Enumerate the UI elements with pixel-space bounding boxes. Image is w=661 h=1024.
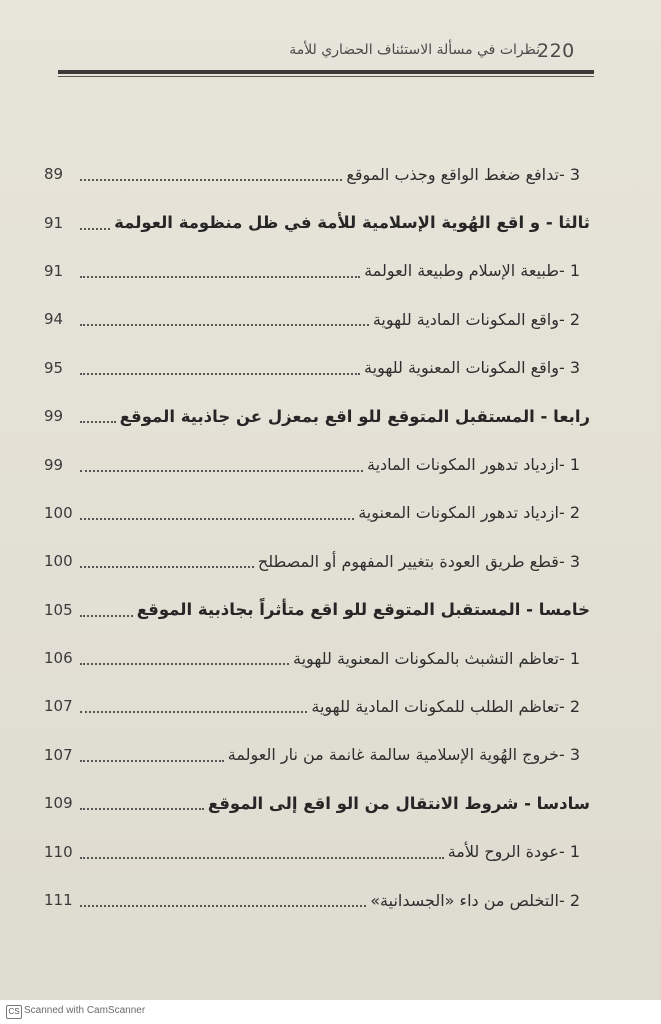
toc-page-number: 99	[44, 407, 64, 426]
toc-section-entry	[44, 198, 590, 246]
dot-leader	[80, 599, 133, 617]
dot-leader	[80, 357, 360, 375]
toc-entry	[44, 682, 590, 730]
toc-entry	[44, 344, 590, 392]
toc-page-number: 94	[44, 310, 64, 329]
dot-leader	[80, 841, 444, 859]
toc-page-number: 95	[44, 358, 64, 377]
toc-entry	[44, 827, 590, 875]
dot-leader	[80, 744, 224, 762]
toc-page-number: 91	[44, 261, 64, 280]
toc-entry	[44, 489, 590, 537]
toc-section-entry	[44, 779, 590, 827]
toc-page-number: 99	[44, 455, 64, 474]
toc-title: 3 -خروج الهُوية الإسلامية سالمة غانمة من نار العولمة	[227, 745, 580, 765]
toc-title: 1 -ازدياد تدهور المكونات المادية	[367, 455, 580, 475]
scanner-watermark: Scanned with CamScanner	[24, 1005, 146, 1016]
toc-page-number: 110	[44, 842, 73, 861]
toc-page-number: 89	[44, 165, 64, 184]
toc-title: 2 -واقع المكونات المادية للهوية	[372, 309, 580, 329]
toc-section-entry	[44, 392, 590, 440]
toc-title: سادسا - شروط الانتقال من الو اقع إلى الموقع	[207, 793, 590, 813]
toc-title: 3 -تدافع ضغط الواقع وجذب الموقع	[346, 164, 580, 184]
toc-page-number: 107	[44, 697, 73, 716]
header-rule	[58, 70, 594, 74]
running-title: نظرات في مسألة الاستئناف الحضاري للأمة	[289, 42, 540, 58]
toc-page-number: 107	[44, 745, 73, 764]
toc-title: 2 -تعاظم الطلب للمكونات المادية للهوية	[311, 696, 580, 716]
dot-leader	[80, 454, 363, 472]
toc-page-number: 100	[44, 503, 73, 522]
toc-page-number: 100	[44, 552, 73, 571]
dot-leader	[80, 405, 116, 423]
scanner-footer	[0, 1000, 661, 1024]
dot-leader	[80, 550, 254, 568]
toc-title: 2 -التخلص من داء «الجسدانية»	[370, 890, 580, 910]
toc-entry	[44, 731, 590, 779]
toc-page-number: 111	[44, 891, 73, 910]
toc-title: رابعا - المستقبل المتوقع للو اقع بمعزل عن جاذبية الموقع	[119, 406, 590, 426]
toc-title: 2 -ازدياد تدهور المكونات المعنوية	[358, 503, 580, 523]
dot-leader	[80, 695, 307, 713]
toc-title: 1 -تعاظم التشبث بالمكونات المعنوية للهوية	[293, 648, 580, 668]
toc-section-entry	[44, 586, 590, 634]
toc-entry	[44, 247, 590, 295]
dot-leader	[80, 163, 342, 181]
header-rule-thin	[58, 76, 594, 77]
toc-title: 1 -طبيعة الإسلام وطبيعة العولمة	[364, 261, 580, 281]
table-of-contents	[44, 150, 590, 924]
dot-leader	[80, 647, 289, 665]
toc-title: 3 -قطع طريق العودة بتغيير المفهوم أو المصطلح	[257, 551, 580, 571]
toc-entry	[44, 634, 590, 682]
toc-entry	[44, 537, 590, 585]
toc-page-number: 109	[44, 794, 73, 813]
dot-leader	[80, 260, 360, 278]
camscanner-logo-icon: CS	[6, 1005, 22, 1019]
dot-leader	[80, 308, 369, 326]
toc-title: 1 -عودة الروح للأمة	[447, 842, 580, 862]
dot-leader	[80, 212, 110, 230]
toc-title: 3 -واقع المكونات المعنوية للهوية	[364, 358, 580, 378]
dot-leader	[80, 889, 366, 907]
toc-entry	[44, 876, 590, 924]
toc-title: خامسا - المستقبل المتوقع للو اقع متأثراً بجاذبية الموقع	[136, 600, 590, 620]
page-number: 220	[537, 40, 575, 62]
toc-entry	[44, 295, 590, 343]
dot-leader	[80, 792, 204, 810]
toc-entry	[44, 440, 590, 488]
toc-entry	[44, 150, 590, 198]
dot-leader	[80, 502, 354, 520]
toc-page-number: 105	[44, 600, 73, 619]
toc-page-number: 106	[44, 649, 73, 668]
toc-page-number: 91	[44, 213, 64, 232]
toc-title: ثالثا - و اقع الهُوية الإسلامية للأمة في ظل منظومة العولمة	[114, 213, 590, 233]
